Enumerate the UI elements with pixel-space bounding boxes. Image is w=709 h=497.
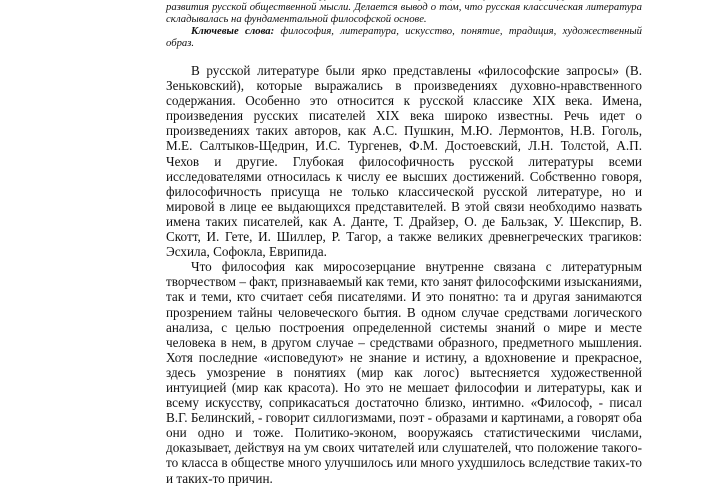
keywords-label: Ключевые слова: [191, 25, 275, 37]
abstract-section [166, 0, 642, 49]
abstract-text: развития русской общественной мысли. Делается вывод о том, что русская классическая литература складывалась на фундаментальной философской основе. [166, 1, 642, 25]
document-page [166, 0, 642, 497]
keywords-text: философия, литература, искусство, понятие, традиция, художественный образ. [166, 25, 642, 49]
keywords-line [166, 25, 642, 49]
article-body [166, 63, 642, 486]
paragraph-1: В русской литературе были ярко представлены «философские запросы» (В. Зеньковский), которые выражались в произведениях духовно-нравственного содержания. Особенно это относится к русской классике XIX века. Имена, произведения русских писателей XIX века широко известны. Речь идет о произведениях таких авторов, как А.С. Пушкин, М.Ю. Лермонтов, Н.В. Гоголь, М.Е. Салтыков-Щедрин, И.С. Тургенев, Ф.М. Достоевский, Л.Н. Толстой, А.П. Чехов и другие. Глубокая философичность русской литературы всеми исследователями относилась к числу ее высших достижений. Собственно говоря, философичность присуща не только классической русской литературе, но и мировой в лице ее выдающихся представителей. В этой связи необходимо назвать имена таких писателей, как А. Данте, Т. Драйзер, О. де Бальзак, У. Шекспир, В. Скотт, И. Гете, И. Шиллер, Р. Тагор, а также великих древнегреческих трагиков: Эсхила, Софокла, Еврипида. [166, 63, 642, 260]
paragraph-2: Что философия как миросозерцание внутренне связана с литературным творчеством – факт, признаваемый как теми, кто занят философскими изысканиями, так и теми, кто считает себя писателями. И это понятно: та и другая занимаются прозрением тайны человеческого бытия. В одном случае средствами логического анализа, с целью построения определенной системы знаний о мире и месте человека в нем, в другом случае – средствами образного, предметного мышления. Хотя последние «исповедуют» не знание и истину, а вдохновение и прекрасное, здесь умозрение в понятиях (мир как логос) вытесняется художественной интуицией (мир как красота). Но это не мешает философии и литературы, как и всему искусству, соприкасаться достаточно близко, интимно. «Философ, - писал В.Г. Белинский, - говорит силлогизмами, поэт - образами и картинами, а говорят оба они одно и тоже. Политико-эконом, вооружаясь статистическими числами, доказывает, действуя на ум своих читателей или слушателей, что положение такого-то класса в обществе много улучшилось или много ухудшилось вследствие таких-то и таких-то причин. [166, 259, 642, 486]
